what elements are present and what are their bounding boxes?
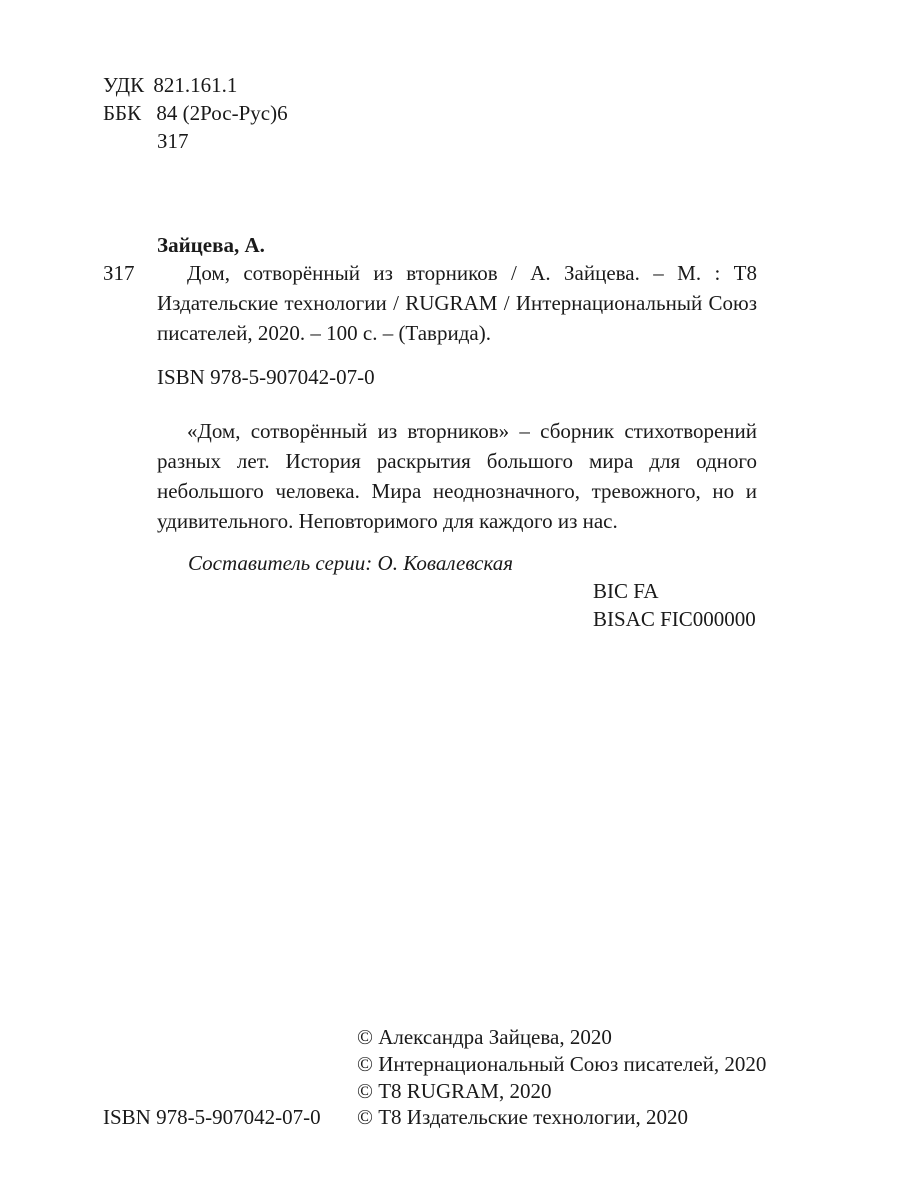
bbk-value: 84 (2Рос-Рус)6 xyxy=(156,101,288,125)
copyright-line: © Т8 RUGRAM, 2020 xyxy=(357,1079,552,1103)
author-mark-top: З17 xyxy=(157,129,189,153)
annotation-paragraph: «Дом, сотворённый из вторников» – сборник стихотворений разных лет. История раскрытия большого мира для одного небольшого человека. Мира неоднозначного, тревожного, но и удивительного. Неповторимого для каждого из нас. xyxy=(157,419,757,533)
author-heading: Зайцева, А. xyxy=(157,233,265,257)
udk-label: УДК xyxy=(103,73,145,97)
author-mark-left: З17 xyxy=(103,261,135,285)
copyright-line: © Интернациональный Союз писателей, 2020 xyxy=(357,1052,767,1076)
bic-code: BIC FA xyxy=(593,579,659,603)
bbk-line xyxy=(103,98,288,128)
footer-isbn: ISBN 978-5-907042-07-0 xyxy=(103,1105,321,1129)
udk-line xyxy=(103,70,237,100)
isbn-record: ISBN 978-5-907042-07-0 xyxy=(157,365,375,389)
series-compiler: Составитель серии: О. Ковалевская xyxy=(188,551,514,575)
copyright-line: © Александра Зайцева, 2020 xyxy=(357,1025,612,1049)
bbk-label: ББК xyxy=(103,101,142,125)
bibliographic-description: Дом, сотворённый из вторников / А. Зайцева. – М. : Т8 Издательские технологии / RUGRAM / Интернациональный Союз писателей, 2020. – 100 с. – (Таврида). xyxy=(157,261,757,345)
bisac-code: BISAC FIC000000 xyxy=(593,607,756,631)
udk-value: 821.161.1 xyxy=(153,73,238,97)
copyright-line: © Т8 Издательские технологии, 2020 xyxy=(357,1105,688,1129)
